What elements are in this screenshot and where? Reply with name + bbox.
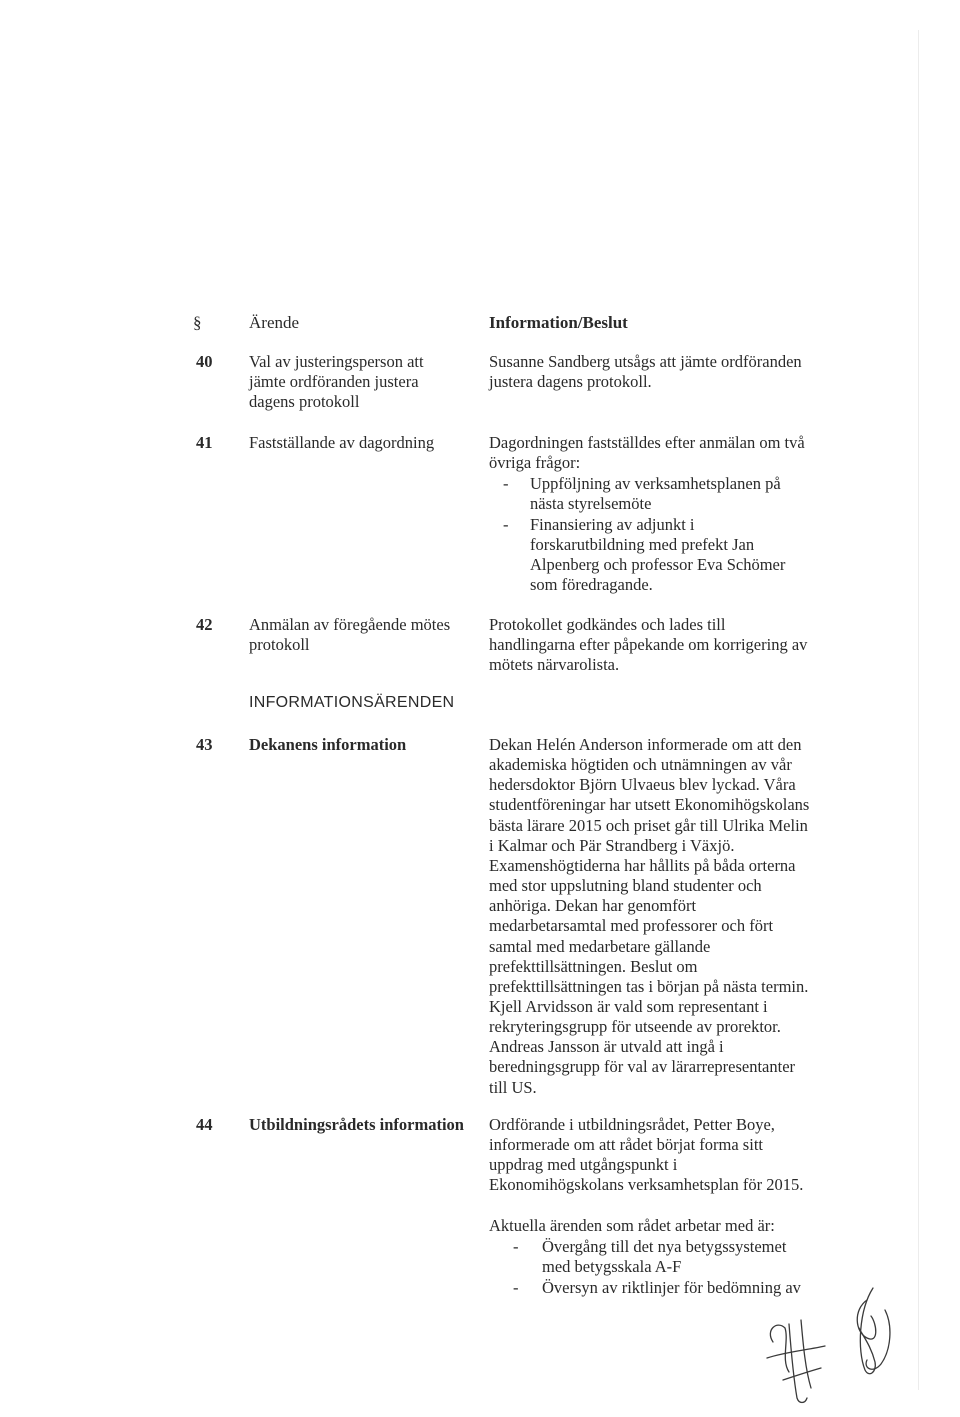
item-title-42-line-2: protokoll xyxy=(249,635,310,654)
item-info-43-line-17: beredningsgrupp för val av lärarrepresentanter xyxy=(489,1057,796,1076)
item-info-43-line-9: anhöriga. Dekan har genomfört xyxy=(489,896,697,915)
item-info-43-line-13: prefekttillsättningen tas i början på nästa termin. xyxy=(489,977,809,996)
item-number-44: 44 xyxy=(196,1115,213,1134)
item-info-43-line-11: samtal med medarbetare gällande xyxy=(489,937,711,956)
item-41-bullet-2-line-4: som föredragande. xyxy=(530,575,653,594)
initial-stroke-4 xyxy=(801,1320,811,1388)
item-41-bullet-2-line-3: Alpenberg och professor Eva Schömer xyxy=(530,555,786,574)
initial-stroke-5 xyxy=(783,1368,821,1380)
item-info-41-line-2: övriga frågor: xyxy=(489,453,581,472)
item-title-43-line-1: Dekanens information xyxy=(249,735,407,754)
initial-stroke-1 xyxy=(770,1325,789,1372)
item-title-40-line-2: jämte ordföranden justera xyxy=(249,372,419,391)
item-number-42: 42 xyxy=(196,615,213,634)
item-info-43-line-16: Andreas Jansson är utvald att ingå i xyxy=(489,1037,724,1056)
item-41-bullet-2-line-2: forskarutbildning med prefekt Jan xyxy=(530,535,755,554)
section-heading: INFORMATIONSÄRENDEN xyxy=(249,694,455,711)
item-number-41: 41 xyxy=(196,433,213,452)
item-number-43: 43 xyxy=(196,735,213,754)
item-info-42-line-2: handlingarna efter påpekande om korrigering av xyxy=(489,635,808,654)
item-info-43-line-3: hedersdoktor Björn Ulvaeus blev lyckad. Våra xyxy=(489,775,796,794)
item-info-40-line-2: justera dagens protokoll. xyxy=(489,372,652,391)
item-44-bullet-2-line-1: Översyn av riktlinjer för bedömning av xyxy=(542,1278,801,1297)
item-41-bullet-1-line-2: nästa styrelsemöte xyxy=(530,494,652,513)
item-info-44-line-1: Ordförande i utbildningsrådet, Petter Boye, xyxy=(489,1115,775,1134)
item-info-43-line-10: medarbetarsamtal med professorer och fört xyxy=(489,916,774,935)
item-info-43-line-12: prefekttillsättningen. Beslut om xyxy=(489,957,698,976)
item-title-40-line-3: dagens protokoll xyxy=(249,392,360,411)
item-info-44-line-3: uppdrag med utgångspunkt i xyxy=(489,1155,678,1174)
item-41-bullet-2-marker: - xyxy=(503,515,509,534)
item-number-40: 40 xyxy=(196,352,213,371)
handwritten-initials xyxy=(755,1280,905,1410)
column-header-arende: Ärende xyxy=(249,313,300,332)
item-44-bullet-1-line-1: Övergång till det nya betygssystemet xyxy=(542,1237,787,1256)
item-info-41-line-1: Dagordningen fastställdes efter anmälan om två xyxy=(489,433,805,452)
item-info-43-line-4: studentföreningar har utsett Ekonomihögskolans xyxy=(489,795,810,814)
item-44-bullet-2-marker: - xyxy=(513,1278,519,1297)
item-title-44-line-1: Utbildningsrådets information xyxy=(249,1115,464,1134)
item-info-43-line-7: Examenshögtiderna har hållits på båda orterna xyxy=(489,856,796,875)
item-info-40-line-1: Susanne Sandberg utsågs att jämte ordföranden xyxy=(489,352,802,371)
column-header-information-beslut: Information/Beslut xyxy=(489,313,628,332)
item-44-bullet-1-marker: - xyxy=(513,1237,519,1256)
item-info-44-line-4: Ekonomihögskolans verksamhetsplan för 2015. xyxy=(489,1175,804,1194)
item-info-42-line-3: mötets närvarolista. xyxy=(489,655,620,674)
section-symbol: § xyxy=(193,313,202,332)
item-info-43-line-8: med stor uppslutning bland studenter och xyxy=(489,876,762,895)
item-44-bullet-1-line-2: med betygsskala A-F xyxy=(542,1257,682,1276)
item-info-42-line-1: Protokollet godkändes och lades till xyxy=(489,615,726,634)
item-title-40-line-1: Val av justeringsperson att xyxy=(249,352,424,371)
item-info-44-line-2: informerade om att rådet börjat forma sitt xyxy=(489,1135,763,1154)
scan-margin-line xyxy=(918,30,919,1390)
item-info-43-line-6: i Kalmar och Pär Strandberg i Växjö. xyxy=(489,836,735,855)
item-41-bullet-1-marker: - xyxy=(503,474,509,493)
item-title-42-line-1: Anmälan av föregående mötes xyxy=(249,615,451,634)
item-41-bullet-1-line-1: Uppföljning av verksamhetsplanen på xyxy=(530,474,781,493)
initial-stroke-2 xyxy=(767,1346,825,1358)
item-info-43-line-1: Dekan Helén Anderson informerade om att den xyxy=(489,735,802,754)
item-info-43-line-15: rekryteringsgrupp för utseende av prorektor. xyxy=(489,1017,781,1036)
item-info-44-aktuella: Aktuella ärenden som rådet arbetar med är: xyxy=(489,1216,775,1235)
item-info-43-line-5: bästa lärare 2015 och priset går till Ulrika Melin xyxy=(489,816,808,835)
item-title-41-line-1: Fastställande av dagordning xyxy=(249,433,435,452)
item-info-43-line-14: Kjell Arvidsson är vald som representant i xyxy=(489,997,768,1016)
item-info-43-line-18: till US. xyxy=(489,1078,537,1097)
item-info-43-line-2: akademiska högtiden och utnämningen av vår xyxy=(489,755,792,774)
initial-stroke-3 xyxy=(789,1324,807,1403)
item-41-bullet-2-line-1: Finansiering av adjunkt i xyxy=(530,515,695,534)
